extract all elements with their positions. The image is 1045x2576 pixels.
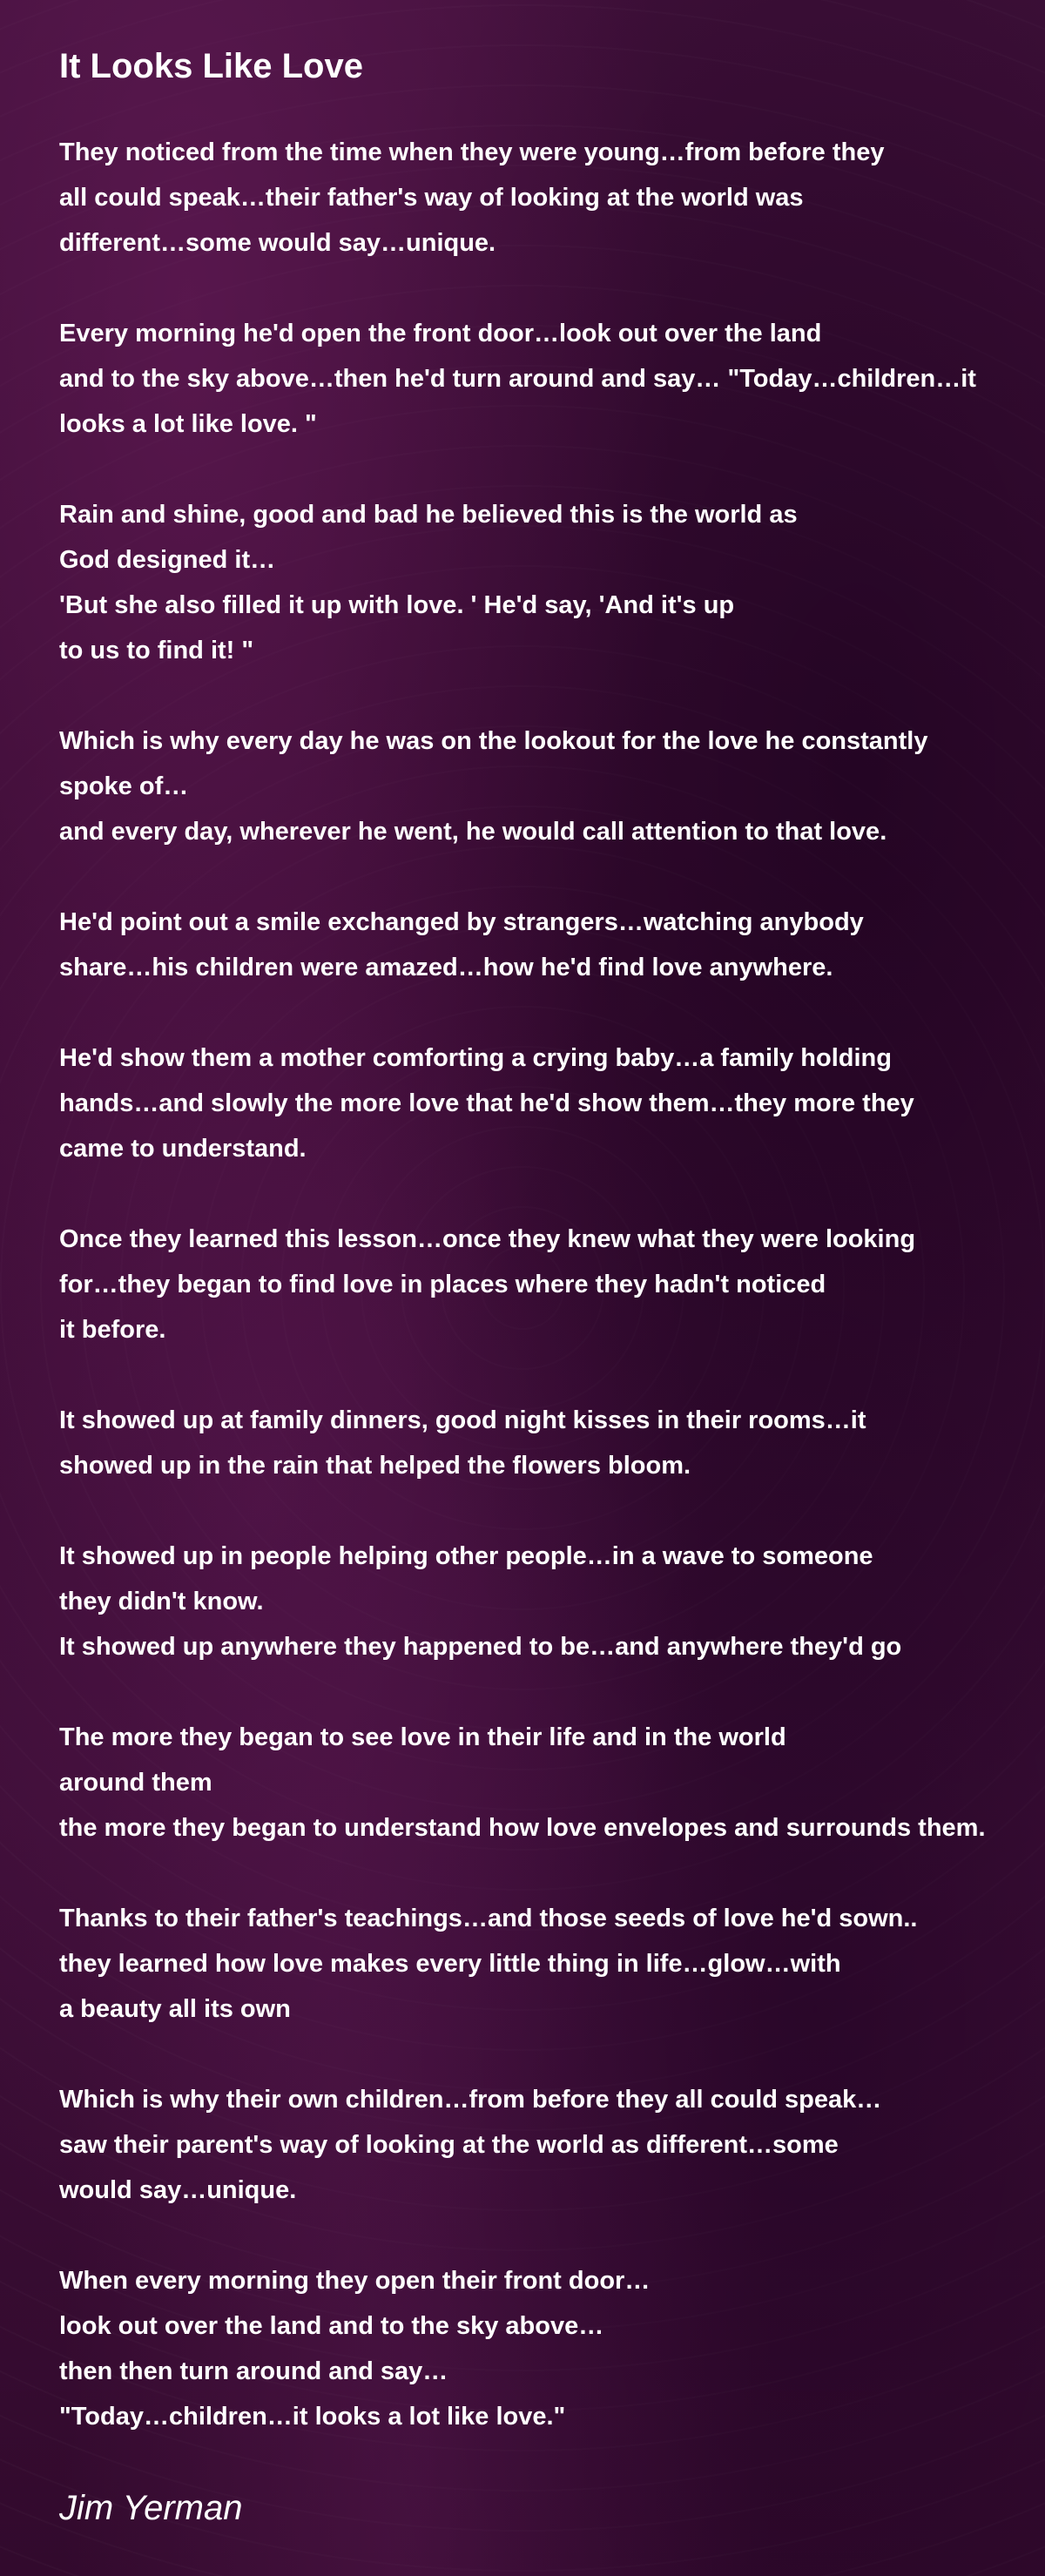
- poem-author: Jim Yerman: [59, 2489, 243, 2527]
- poem-line: 'But she also filled it up with love. ' He'd say, 'And it's up: [59, 591, 735, 619]
- poem-line: to us to find it! ": [59, 637, 254, 664]
- poem-line: It showed up at family dinners, good night kisses in their rooms…it: [59, 1406, 866, 1434]
- poem-stanza: [59, 2258, 1045, 2439]
- poem-line: Which is why every day he was on the lookout for the love he constantly: [59, 727, 928, 755]
- poem-line: it before.: [59, 1316, 166, 1344]
- poem-line: "Today…children…it looks a lot like love.": [59, 2403, 566, 2431]
- poem-line: When every morning they open their front door…: [59, 2267, 651, 2295]
- poem-line: look out over the land and to the sky above…: [59, 2312, 604, 2340]
- poem-line: for…they began to find love in places where they hadn't noticed: [59, 1271, 826, 1298]
- poem-line: Every morning he'd open the front door…look out over the land: [59, 320, 822, 347]
- poem-stanza: [59, 311, 1045, 447]
- poem-line: God designed it…: [59, 546, 276, 574]
- poem-stanza: [59, 1398, 1045, 1488]
- poem-stanza: [59, 1534, 1045, 1669]
- poem-line: They noticed from the time when they were young…from before they: [59, 138, 885, 166]
- poem-stanza: [59, 1715, 1045, 1851]
- poem-line: Which is why their own children…from before they all could speak…: [59, 2086, 882, 2114]
- poem-line: Thanks to their father's teachings…and those seeds of love he'd sown..: [59, 1905, 918, 1932]
- poem-stanza: [59, 130, 1045, 266]
- poem-body: [59, 130, 1045, 2439]
- poem-line: around them: [59, 1769, 212, 1797]
- poem-line: all could speak…their father's way of looking at the world was: [59, 184, 804, 212]
- poem-line: spoke of…: [59, 772, 189, 800]
- poem-line: and every day, wherever he went, he would call attention to that love.: [59, 818, 887, 846]
- poem-line: hands…and slowly the more love that he'd show them…they more they: [59, 1089, 914, 1117]
- poem-line: Once they learned this lesson…once they knew what they were looking: [59, 1225, 916, 1253]
- poem-line: share…his children were amazed…how he'd find love anywhere.: [59, 954, 833, 981]
- poem-line: different…some would say…unique.: [59, 229, 496, 257]
- poem-line: Rain and shine, good and bad he believed this is the world as: [59, 501, 798, 529]
- poem-line: then then turn around and say…: [59, 2357, 448, 2385]
- poem-line: He'd point out a smile exchanged by strangers…watching anybody: [59, 908, 864, 936]
- poem-line: they didn't know.: [59, 1588, 264, 1615]
- poem-line: It showed up anywhere they happened to be…and anywhere they'd go: [59, 1633, 902, 1661]
- poem-line: a beauty all its own: [59, 1995, 291, 2023]
- poem-stanza: [59, 900, 1045, 990]
- poem-stanza: [59, 1217, 1045, 1352]
- poem-title: It Looks Like Love: [59, 47, 363, 85]
- poem-line: saw their parent's way of looking at the world as different…some: [59, 2131, 839, 2159]
- poem-line: came to understand.: [59, 1135, 307, 1163]
- poem-stanza: [59, 1035, 1045, 1171]
- poem-line: the more they began to understand how love envelopes and surrounds them.: [59, 1814, 986, 1842]
- poem-line: would say…unique.: [59, 2176, 297, 2204]
- poem-line: looks a lot like love. ": [59, 410, 317, 438]
- poem-line: He'd show them a mother comforting a crying baby…a family holding: [59, 1044, 892, 1072]
- poem-line: It showed up in people helping other people…in a wave to someone: [59, 1542, 873, 1570]
- poem-line: they learned how love makes every little thing in life…glow…with: [59, 1950, 841, 1978]
- poem-line: showed up in the rain that helped the flowers bloom.: [59, 1452, 691, 1480]
- poem-line: The more they began to see love in their life and in the world: [59, 1723, 786, 1751]
- poem-stanza: [59, 718, 1045, 854]
- poem-line: and to the sky above…then he'd turn around and say… "Today…children…it: [59, 365, 976, 393]
- poem-stanza: [59, 2077, 1045, 2213]
- poem-stanza: [59, 1896, 1045, 2032]
- poem-stanza: [59, 492, 1045, 673]
